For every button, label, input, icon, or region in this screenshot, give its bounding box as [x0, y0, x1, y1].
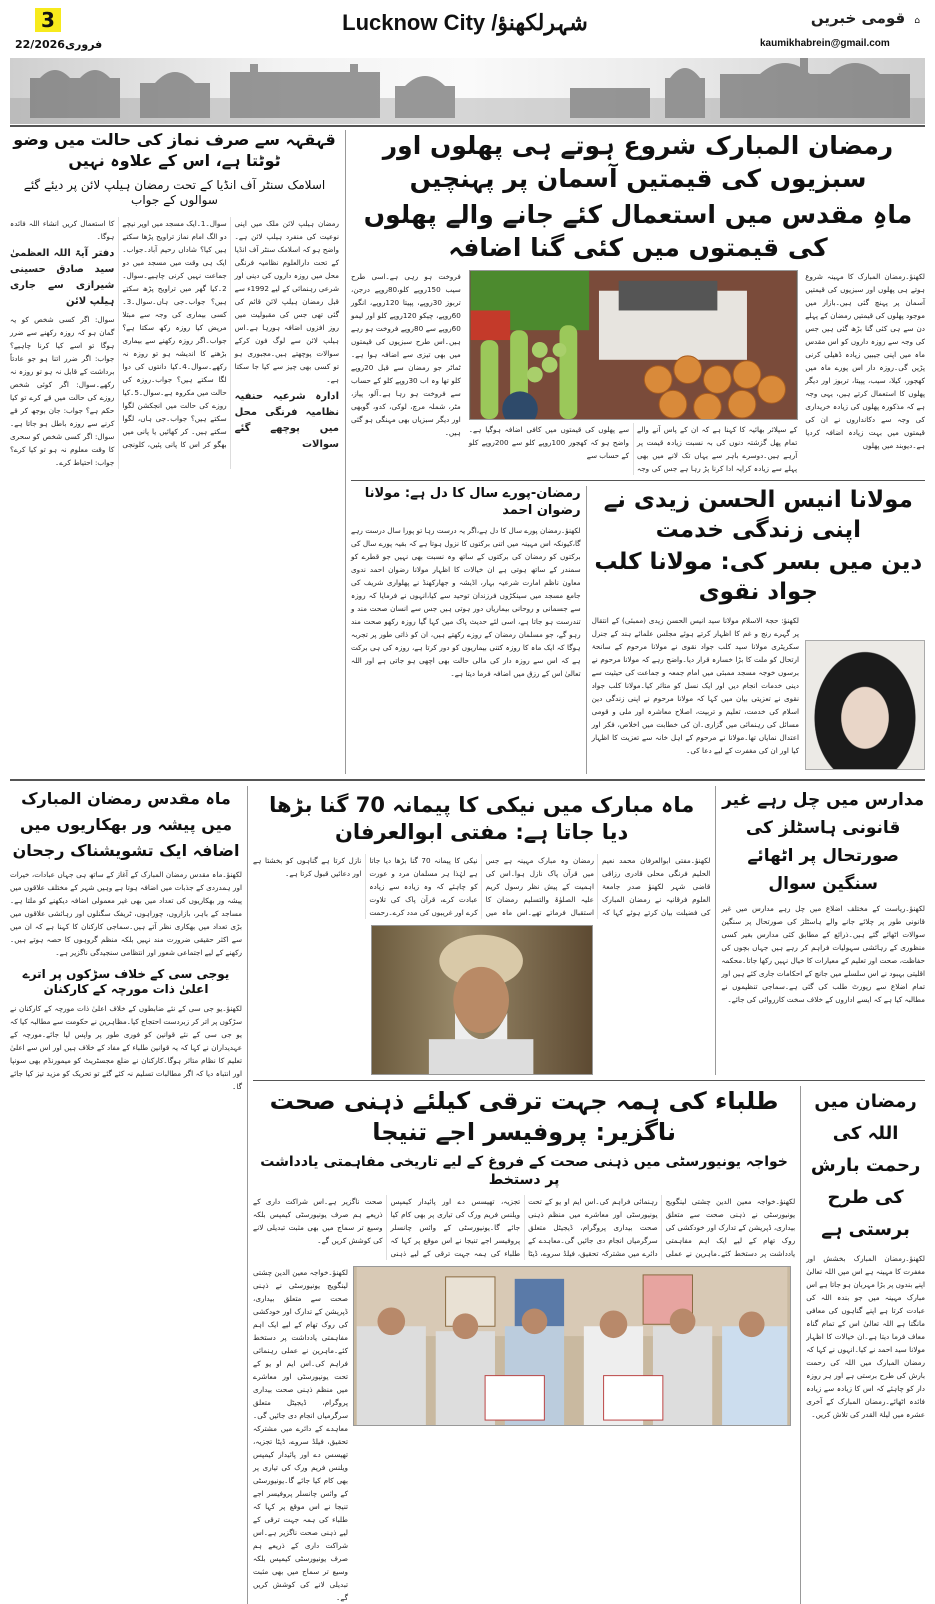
article-mental-health: [253, 1086, 800, 1604]
article-body: لکھنؤ۔مفتی ابوالعرفان محمد نعیم الحلیم فرنگی محلی قادری رزاقی قاضی شہر لکھنؤ صدر جامعۃ العلوم فرقانیہ نے رمضان المبارک کی فضیلت بیان کرتے ہوئے کہا کہ رمضان وہ مبارک مہینہ ہے جس میں قرآن پاک نازل ہوا۔اس کی اہمیت کے پیش نظر رسول کریم علیہ الصلوٰۃ والتسلیم رمضان کا استقبال فرماتے تھے۔اس ماہ میں نیکی کا پیمانہ 70 گنا بڑھا دیا جاتا ہے لہٰذا ہر مسلمان مرد و عورت کو چاہئے کہ وہ زیادہ سے زیادہ عبادت کرے، قرآن پاک کی تلاوت کرے اور غریبوں کی مدد کرے۔رحمت نازل کرتا ہے گناہوں کو بخشتا ہے اور دعائیں قبول کرتا ہے۔: [253, 856, 711, 918]
article-body: لکھنؤ۔خواجہ معین الدین چشتی لینگویج یونیورسٹی نے ذہنی صحت سے متعلق بیداری، ڈپریشن کے تدارک اور خودکشی کی روک تھام کے لیے ایک اہم مفاہمتی یادداشت پر دستخط کئے۔ماہرین نے عملی رہنمائی فراہم کی۔اس ایم او یو کے تحت یونیورسٹی اور معاشرے میں منظم ذہنی صحت بیداری پروگرام، ڈیجیٹل متعلق سرگرمیاں انجام دی جائیں گی۔معاہدے کے دائرے میں مشترکہ تحقیق، فیلڈ سروے، ڈیٹا تجزیہ، تھیسس دے اور پائیدار کیمپس ویلنس فریم ورک کی تیاری پر بھی کام کیا جائے گا۔یونیورسٹی کے وائس چانسلر پروفیسر اجے تنیجا نے اس موقع پر کہا کہ طلباء کی ہمہ جہت ترقی کے لیے ذہنی صحت ناگزیر ہے۔اس شراکت داری کے ذریعے ہم صرف یونیورسٹی کیمپس بلکہ وسیع تر سماج میں بھی مثبت تبدیلی لانے کی کوشش کریں گے۔: [253, 1196, 796, 1258]
vegetable-stall-photo: [469, 270, 798, 420]
section-title: Lucknow City /شہرلکھنؤ: [342, 10, 588, 35]
article-anees-zaidi: [586, 486, 925, 774]
article-rehmat: [800, 1086, 925, 1604]
article-body: [10, 217, 339, 469]
article-body: لکھنؤ۔رمضان المبارک بخشش اور مغفرت کا مہینہ ہے اس میں اللہ تعالیٰ اپنے بندوں پر بڑا مہربان ہو جاتا ہے اس مبارک مہینہ میں جو بندہ اللہ کی عبادت کرتا ہے اپنے گناہوں کی معافی مانگتا ہے اللہ تعالیٰ اس کے تمام گناہ معاف فرما دیتا ہے۔ان خیالات کا اظہار مولانا سید احمد نے کیا۔انہوں نے کہا کہ رمضان المبارک میں اللہ کی رحمت بارش کی طرح برستی ہے اور ہر روزہ دار کو چاہئے کہ اس کا زیادہ سے زیادہ فائدہ اٹھائے۔رمضان المبارک کے آخری عشرہ میں لیلۃ القدر کی تلاش کریں۔: [806, 1254, 925, 1420]
body-text: کر کھائیں یا پانی میں بھگو کر اس کا پانی پئیں، کلونجی کا استعمال کریں انشاء اللہ فائدہ ہوگا۔: [10, 218, 227, 449]
body-text: سوال۔1۔ایک مسجد میں اوپر نیچے دو الگ امام نماز تراویح پڑھا سکتے ہیں کیا؟ شاداں رحیم آباد۔جواب۔ایک ہی وقت میں مسجد میں دو جماعت نہیں کرنی چاہیے۔سوال۔2۔کیا گھر میں تراویح پڑھ سکتے ہیں؟ جواب۔جی ہاں۔سوال۔3۔کسی بیماری کی وجہ سے مبتلا مریض کیا روزہ رکھ سکتا ہے؟ جواب۔اگر روزہ رکھنے سے بیماری بڑھنے کا اندیشہ ہو تو روزہ نہ رکھے۔سوال۔4۔کیا دانتوں کی دوا لگا سکتے ہیں؟ جواب۔روزہ کی حالت میں مکروہ ہے۔سوال۔5۔کیا روزے کی حالت میں انجکشن لگوا سکتے ہیں؟ جواب۔جی ہاں، لگوا سکتے ہیں۔: [122, 218, 227, 436]
article-headline: مدارس میں چل رہے غیر قانونی ہاسٹلز کی صورتحال پر اٹھائے سنگین سوال: [722, 789, 925, 894]
middle-row: [351, 486, 925, 774]
article-headline: طلباء کی ہمہ جہت ترقی کیلئے ذہنی صحت ناگزیر: پروفیسر اجے تنیجا: [269, 1087, 779, 1147]
article-headline: قہقہہ سے صرف نماز کی حالت میں وضو ٹوٹتا ہے، اس کے علاوہ نہیں: [13, 130, 336, 170]
page-number-badge: 3: [35, 8, 61, 32]
bottom-left-column: [10, 786, 247, 1604]
portrait-photo: [805, 640, 925, 770]
banner-rule: [10, 125, 925, 127]
contact-email[interactable]: kaumikhabrein@gmail.com: [760, 38, 890, 49]
body-text: سوال: اگر کسی شخص کو یہ گمان ہو کہ روزہ رکھنے سے ضرر ہوگا تو اسے کیا کرنا چاہیے؟ جواب: اگر ضرر اتنا ہو جو عادتاً برداشت کے قابل نہ ہو تو روزہ نہ رکھے۔سوال: اگر کوئی شخص روزے کی حالت میں قے کرے تو کیا حکم ہے؟ جواب: جان بوجھ کر قے کرنے سے روزہ باطل ہو جاتا ہے۔سوال: اگر کسی شخص کو سحری کا وقت معلوم نہ ہو تو کیا کرے؟ جواب: احتیاط کرے۔: [10, 314, 115, 467]
article-headline: ماہ مقدس رمضان المبارک میں پیشہ ور بھکاریوں میں اضافہ ایک تشویشناک رجحان: [12, 788, 240, 860]
article-headline-line-1: رمضان المبارک شروع ہوتے ہی پھلوں اور سبزیوں کی قیمتیں آسمان پر پہنچیں: [382, 131, 894, 193]
section-divider: [351, 480, 925, 481]
article-headline: یوجی سی کے خلاف سڑکوں پر اترے اعلیٰ ذات مورچہ کے کارکنان: [22, 966, 230, 997]
section-subhead: ادارہ شرعیہ حنفیہ نظامیہ فرنگی محل میں پوچھے گئے سوالات: [234, 390, 339, 450]
article-body: لکھنؤ۔ماہ مقدس رمضان المبارک کے آغاز کے ساتھ ہی جہاں عبادات، خیرات اور ہمدردی کے جذبات میں اضافہ ہوتا ہے وہیں شہر کے مختلف علاقوں میں پیشہ ور بھکاریوں کی تعداد میں بھی غیر معمولی اضافہ دیکھنے کو ملتا ہے۔مساجد کے باہر، بازاروں، چوراہوں، ٹریفک سگنلوں اور رہائشی علاقوں میں بڑی تعداد میں بھکاری نظر آتے ہیں۔سماجی کارکنان کا کہنا ہے کہ ان میں سے اکثر حقیقی ضرورت مند نہیں بلکہ منظم گروہوں کا حصہ ہوتے ہیں۔رکھنے کے لیے اجتماعی شعور اور انتظامی سنجیدگی ناگزیر ہے۔: [10, 869, 242, 957]
bottom-right-column: [247, 786, 925, 1604]
bottom-upper-row: [253, 786, 925, 1076]
section-subhead: دفتر آیۃ اللہ العظمیٰ سید صادق حسینی شیرازی سے جاری ہیلپ لائن: [10, 247, 115, 307]
article-body: لکھنؤ۔رمضان پورے سال کا دل ہے،اگر یہ درست رہا تو پورا سال درست رہے گا،کیونکہ اس مہینہ میں اتنی برکتوں کا نزول ہوتا ہے کہ بقیہ پورے سال کی برکتوں کو رمضان کی برکتوں کے ساتھ وہ نسبت بھی نہیں جو قطرے کو سمندر کے ساتھ ہوتی ہے ان خیالات کا اظہار مولانا رضوان احمد ندوی معاون ناظم امارت شرعیہ بہار، اڈیشہ و جھارکھنڈ نے پھلواری شریف کی جامع مسجد میں سینکڑوں فرزندان توحید سے کیا،انہوں نے فرمایا کہ روزہ سے جسمانی و روحانی بیماریاں دور ہوتی ہیں جس سے انسان صحت مند و تندرست ہو جاتا ہے، اسی لئے حدیث پاک میں کہا گیا روزہ رکھو صحت مند رہو گے، جو مسلمان رمضان کے روزے رکھتے ہیں، ان کو ذاتی طور پر تجربہ ہوگا کہ ایک ماہ کا روزہ کتنی بیماریوں کو دور کرتا ہے، روزہ کی ہی برکت ہے کہ اس سے روزہ دار کی مالی حالت بھی اچھی ہو جاتی ہے اور اللہ تعالیٰ اس کے رزق میں اضافہ فرما دیتا ہے۔: [351, 525, 581, 678]
article-headline: رمضان میں اللہ کی رحمت بارش کی طرح برستی ہے: [810, 1091, 921, 1241]
article-body: لکھنؤ۔ریاست کے مختلف اضلاع میں چل رہے مدارس میں غیر قانونی طور پر چلائے جانے والے ہاسٹلز کی صورتحال پر سنگین سوالات اٹھائے گئے ہیں۔ذرائع کے مطابق کئی مدارس بغیر کسی منظوری کے رہائشی سہولیات فراہم کر رہے ہیں جہاں بچوں کی حفاظت، صحت اور تعلیم کے معیارات کا خیال نہیں رکھا جاتا۔محکمہ اقلیتی بہبود نے اس سلسلے میں جانچ کے احکامات جاری کئے ہیں اور تمام اضلاع سے رپورٹ طلب کی گئی ہے۔سماجی تنظیموں نے مطالبہ کیا ہے کہ ایسے اداروں کے خلاف سخت کارروائی کی جائے۔: [721, 903, 925, 1004]
newspaper-logo: [780, 8, 920, 27]
article-ugc-protest: [10, 967, 242, 1093]
section-divider: [253, 1080, 925, 1081]
bottom-lower-row: [253, 1086, 925, 1604]
article-headline-line-2: دین میں بسر کی: مولانا کلب جواد نقوی: [594, 548, 923, 605]
logo-text: قومی خبریں: [810, 9, 906, 27]
article-body-row: [351, 270, 925, 475]
article-headline: ماہ مبارک میں نیکی کا پیمانہ 70 گنا بڑھا دیا جاتا ہے: مفتی ابوالعرفان: [269, 792, 695, 844]
article-body-right: لکھنؤ۔رمضان المبارک کا مہینہ شروع ہوتے ہی پھلوں اور سبزیوں کی قیمتیں آسمان پر پہنچ گئی ہیں۔بازار میں موجود پھلوں کی قیمتیں رمضان کے پہلے دن سے ہی کئی گنا بڑھ گئی ہیں جس کی وجہ سے روزہ داروں کو اس مقدس ماہ میں اپنی جیبیں زیادہ ڈھیلی کرنی پڑیں گی۔روزہ دار اس پورے ماہ میں کھجور، کیلا، سیب، پپیتا، تربوز اور دیگر پھلوں کا استعمال کرتے ہیں، یہی وجہ ہے کہ مذکورہ پھلوں کی زیادہ خریداری کی وجہ سے دکانداروں نے ان کی قیمتوں میں بہت زیادہ اضافہ کردیا ہے۔دیوبند میں پھلوں: [805, 272, 925, 450]
logo-mark-icon: ⌂: [914, 16, 920, 26]
lucknow-skyline-banner: [10, 58, 925, 124]
section-divider: [10, 779, 925, 781]
article-nekki-70: [253, 786, 715, 1076]
body-intro: رمضان ہیلپ لائن ملک میں اپنی نوعیت کی منفرد ہیلپ لائن ہے۔واضح ہو کہ اسلامک سنٹر آف انڈیا کے تحت دارالعلوم نظامیہ فرنگی محل میں روزہ داروں کی دینی اور شرعی رہنمائی کے لیے 1992ء سے قبل رمضان ہیلپ لائن قائم کی گئی تھی جس کی مقبولیت میں روز افزوں اضافہ ہورہا ہے۔اس ہیلپ لائن سے لوگ فون کرکے سوالات پوچھتے ہیں۔مجبوری ہو تو کسی بھی چیز سے کیا جا سکتا ہے۔: [234, 218, 339, 384]
photo-row: [253, 1266, 795, 1604]
article-madaris-hostels: [715, 786, 925, 1076]
article-body-bottom: کے سپلائر بھائیہ کا کہنا ہے کہ ان کے پاس آنے والے تمام پھل گزشتہ دنوں کی بہ نسبت زیادہ قیمت پر آرہے ہیں۔دوسرے باہر سے یہاں تک لانے میں بھی پہلے سے زیادہ کرایہ ادا کرنا پڑ رہا ہے جس کی وجہ سے پھلوں کی قیمتوں میں کافی اضافہ ہوگیا ہے۔واضح ہو کہ کھجور 100روپے کلو سے 200روپے کلو کے حساب سے: [468, 425, 798, 473]
mou-signing-photo: [353, 1266, 791, 1426]
page-content: [10, 130, 925, 1604]
mufti-portrait-photo: [371, 925, 593, 1075]
article-headline: رمضان-پورے سال کا دل ہے: مولانا رضوان احمد: [364, 486, 581, 518]
article-beggars: [10, 786, 242, 959]
article-subheadline: خواجہ یونیورسٹی میں ذہنی صحت کے فروغ کے لیے تاریخی مفاہمتی یادداشت پر دستخط: [260, 1153, 788, 1188]
article-body-continued: لکھنؤ۔خواجہ معین الدین چشتی لینگویج یونیورسٹی نے ذہنی صحت سے متعلق بیداری، ڈپریشن کے تدارک اور خودکشی کی روک تھام کے لیے ایک اہم مفاہمتی یادداشت پر دستخط کئے۔ماہرین نے عملی رہنمائی فراہم کی۔اس ایم او یو کے تحت یونیورسٹی اور معاشرے میں منظم ذہنی صحت بیداری پروگرام، ڈیجیٹل متعلق سرگرمیاں انجام دی جائیں گی۔معاہدے کے دائرے میں مشترکہ تحقیق، فیلڈ سروے، ڈیٹا تجزیہ، تھیسس دے اور پائیدار کیمپس ویلنس فریم ورک کی تیاری پر بھی کام کیا جائے گا۔یونیورسٹی کے وائس چانسلر پروفیسر اجے تنیجا نے اس موقع پر کہا کہ طلباء کی ہمہ جہت ترقی کے لیے ذہنی صحت ناگزیر ہے۔اس شراکت داری کے ذریعے ہم صرف یونیورسٹی کیمپس بلکہ وسیع تر سماج میں بھی مثبت تبدیلی لانے کی کوشش کریں گے۔: [253, 1267, 348, 1602]
bottom-section: [10, 786, 925, 1604]
article-body-left: فروخت ہو رہی ہے۔اسی طرح سیب 150روپے کلو،80روپے درجن، تربوز 30روپے، پپیتا 120روپے، انگور 60روپے، چیکو 120روپے کلو اور لیمو 60روپے سے 80روپے فروخت ہو رہے ہیں۔اس طرح سبزیوں کی قیمتوں میں بھی تیزی سے اضافہ ہوا ہے۔ٹماٹر جو رمضان سے قبل 20روپے کلو تھا وہ اب 30روپے کلو کے حساب سے فروخت ہو رہا ہے۔آلو، پیاز، مٹر، شملہ مرچ، لوکی، کدو، گوبھی اور دیگر سبزیاں بھی مہنگی ہو گئی ہیں۔: [351, 272, 461, 437]
article-headline-line-1: مولانا انیس الحسن زیدی نے اپنی زندگی خدمت: [603, 487, 913, 543]
article-subheadline: اسلامک سنٹر آف انڈیا کے تحت رمضان ہیلپ لائن پر دیئے گئے سوالوں کے جواب: [23, 177, 326, 208]
article-fruit-prices: [351, 130, 925, 475]
article-ramzan-heart: [351, 486, 586, 774]
top-right-column: [345, 130, 925, 774]
article-helpline-qa: [10, 130, 345, 774]
article-photo-block: [466, 270, 800, 475]
article-body: لکھنؤ۔یو جی سی کے نئے ضابطوں کے خلاف اعلیٰ ذات مورچہ کے کارکنان نے سڑکوں پر اتر کر زبردست احتجاج کیا۔مظاہرین نے حکومت سے مطالبہ کیا کہ یو جی سی کے نئے قوانین کو فوری طور پر واپس لیا جائے۔مورچہ کے عہدیداران نے کہا کہ یہ قوانین طلباء کے مفاد کے خلاف ہیں اور اس سے اعلیٰ تعلیم کا نظام متاثر ہوگا۔کارکنان نے ضلع مجسٹریٹ کو میمورنڈم بھی سونپا اور انتباہ دیا کہ اگر مطالبات تسلیم نہ کئے گئے تو تحریک کو مزید تیز کیا جائے گا۔: [10, 1003, 242, 1091]
article-body: [592, 614, 925, 757]
body-text: لکھنؤ: حجۃ الاسلام مولانا سید انیس الحسن زیدی (ممبئی) کے انتقال پر گہرے رنج و غم کا اظہار کرتے ہوئے مجلس علمائے ہند کے جنرل سکریٹری مولانا سید کلب جواد نقوی نے مولانا مرحوم کے سانحۂ ارتحال کو ملت کا بڑا خسارہ قرار دیا۔واضح رہے کہ مولانا مرحوم نے برسوں خوجہ مسجد ممبئی میں امام جمعہ و جماعت کی حیثیت سے دینی خدمات انجام دیں اور ایک نسل کو متاثر کیا۔مولانا کلب جواد نقوی نے تعزیتی بیان میں کہا کہ مولانا مرحوم نے اپنی زندگی دین اسلام کی خدمت، تعلیم و تربیت، اصلاح معاشرہ اور ملی و قومی مسائل کی رہنمائی میں گزاری۔ان کی خطابت میں اخلاص، فکر اور اعتدال نمایاں تھا۔مولانا نے مرحوم کے اہل خانہ سے تعزیت کا اظہار کیا اور ان کی مغفرت کے لیے دعا کی۔: [591, 615, 799, 755]
top-section: [10, 130, 925, 774]
issue-date: 22/فروری2026: [15, 38, 103, 51]
article-headline-line-2: ماہِ مقدس میں استعمال کئے جانے والے پھلوں کی قیمتوں میں کئی گنا اضافہ: [363, 200, 913, 262]
